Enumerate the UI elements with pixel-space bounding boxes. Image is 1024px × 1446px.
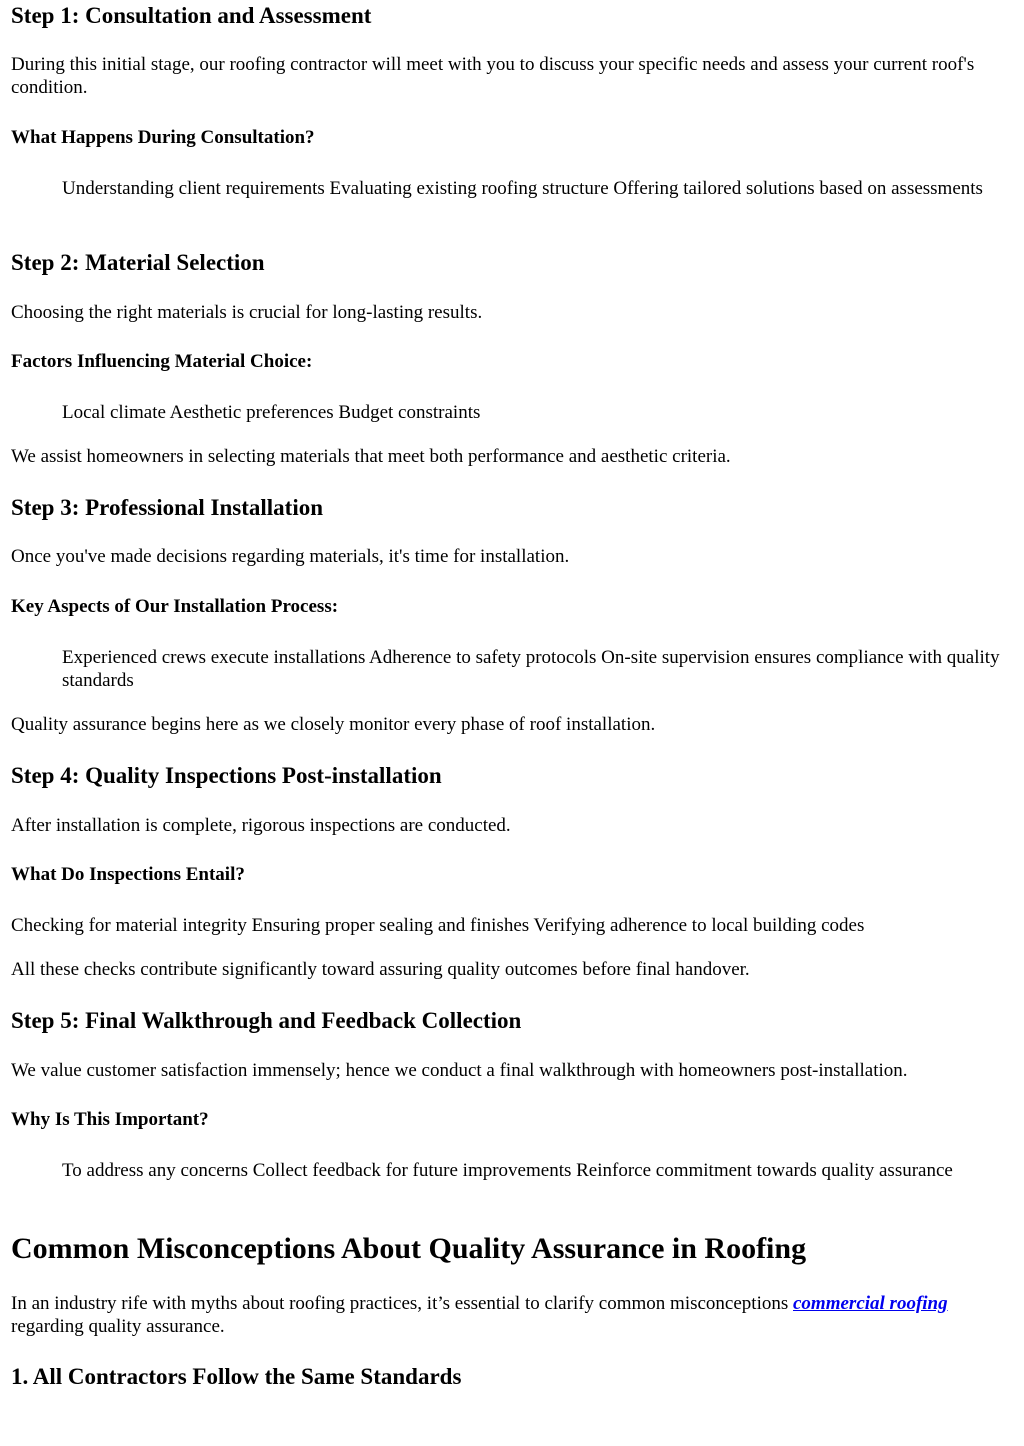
misconceptions-intro-after: regarding quality assurance. <box>11 1316 225 1337</box>
step4-heading: Step 4: Quality Inspections Post-installation <box>11 763 442 788</box>
step1-heading: Step 1: Consultation and Assessment <box>11 3 372 28</box>
step3-subheading: Key Aspects of Our Installation Process: <box>11 596 339 617</box>
step2-heading: Step 2: Material Selection <box>11 250 265 275</box>
misconceptions-intro-before: In an industry rife with myths about roofing practices, it’s essential to clarify common misconceptions <box>11 1293 793 1314</box>
step2-outro: We assist homeowners in selecting materials that meet both performance and aesthetic criteria. <box>11 446 731 467</box>
step5-intro: We value customer satisfaction immensely; hence we conduct a final walkthrough with homeowners post-installation. <box>11 1060 908 1081</box>
step5-heading: Step 5: Final Walkthrough and Feedback Collection <box>11 1008 522 1033</box>
misconceptions-intro <box>11 1292 1011 1338</box>
step4-intro: After installation is complete, rigorous inspections are conducted. <box>11 815 511 836</box>
step4-subheading: What Do Inspections Entail? <box>11 864 245 885</box>
step3-intro: Once you've made decisions regarding materials, it's time for installation. <box>11 546 570 567</box>
step2-list: Local climate Aesthetic preferences Budget constraints <box>62 402 481 423</box>
step3-outro: Quality assurance begins here as we closely monitor every phase of roof installation. <box>11 714 656 735</box>
step2-subheading: Factors Influencing Material Choice: <box>11 351 313 372</box>
misconception1-heading: 1. All Contractors Follow the Same Standards <box>11 1364 462 1389</box>
commercial-roofing-link[interactable]: commercial roofing <box>793 1293 948 1314</box>
step1-list: Understanding client requirements Evaluating existing roofing structure Offering tailored solutions based on assessments <box>62 178 983 199</box>
misconceptions-heading: Common Misconceptions About Quality Assurance in Roofing <box>11 1232 807 1265</box>
step3-heading: Step 3: Professional Installation <box>11 495 324 520</box>
step1-intro: During this initial stage, our roofing contractor will meet with you to discuss your specific needs and assess your current roof's condition. <box>11 54 975 98</box>
step5-subheading: Why Is This Important? <box>11 1109 209 1130</box>
step5-list: To address any concerns Collect feedback for future improvements Reinforce commitment towards quality assurance <box>62 1160 953 1181</box>
step3-list: Experienced crews execute installations Adherence to safety protocols On-site supervision ensures compliance with quality standards <box>62 647 1000 691</box>
step4-outro: All these checks contribute significantly toward assuring quality outcomes before final handover. <box>11 959 750 980</box>
step1-subheading: What Happens During Consultation? <box>11 127 315 148</box>
step4-list: Checking for material integrity Ensuring proper sealing and finishes Verifying adherence to local building codes <box>11 915 865 936</box>
step2-intro: Choosing the right materials is crucial for long-lasting results. <box>11 302 483 323</box>
